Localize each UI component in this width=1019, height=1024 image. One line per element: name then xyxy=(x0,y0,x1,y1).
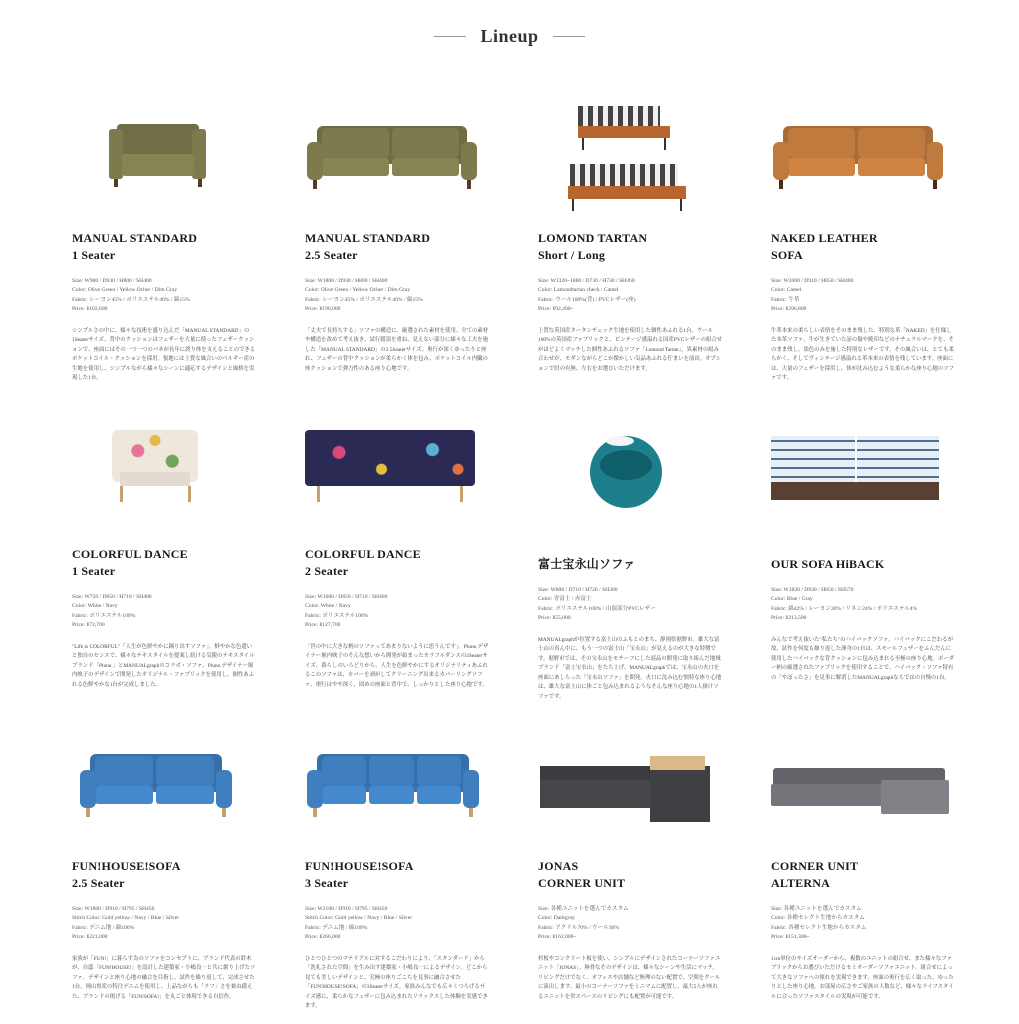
spec-fabric: Fabric: 牛革 xyxy=(771,296,800,303)
sofa-image xyxy=(538,94,723,226)
product-variant: 1 Seater xyxy=(72,564,116,578)
spec-fabric: Fabric: ポリエステル100% xyxy=(305,612,369,619)
spec-size: Size: W2100 / D910 / H795 / SH450 xyxy=(305,906,388,912)
product-card[interactable] xyxy=(305,94,490,374)
product-specs xyxy=(305,593,490,631)
spec-color: Color: 青富士 / 赤富士 xyxy=(538,596,592,603)
spec-size: Size: 各種ユニットを選んでカスタム xyxy=(771,906,862,912)
product-variant: 1 Seater xyxy=(72,248,116,262)
product-description: 1cm単位のサイズオーダーから、複数のユニットの組合せ、また様々なファブリックからお選びいただけるセミオーダーソファユニット。組合せによって大きなソファへの憧れを実現できます。座面の奥行を広く取った、ゆったりとした座り心地。お部屋の広さやご家族の人数など、様々なライフスタイルに合ったソファスタイルの実現が可能です。 xyxy=(771,955,954,1000)
spec-color: Color: Olive Green / Yellow Ocher / Dim Gray xyxy=(305,287,411,294)
product-specs xyxy=(538,905,723,943)
product-name: COLORFUL DANCE xyxy=(305,547,421,561)
product-title xyxy=(305,230,490,264)
spec-color: Color: White / Navy xyxy=(72,603,118,610)
spec-color: Color: Lamondtartan check / Camel xyxy=(538,287,619,294)
spec-price: Price: ¥221,000 xyxy=(72,934,108,941)
spec-fabric: Fabric: デニム地 / 綿100% xyxy=(305,924,368,931)
spec-fabric: Fabric: 各種セレクト生地からカスタム xyxy=(771,924,867,931)
spec-color: Color: Blue / Gray xyxy=(771,596,813,603)
spec-fabric: Fabric: 綿42% / レーヨン30% / リネン24% / ポリエステル4% xyxy=(771,605,918,612)
product-specs xyxy=(538,586,723,624)
product-name: JONAS xyxy=(538,859,579,873)
divider-left xyxy=(434,36,466,37)
sofa-image xyxy=(771,722,956,854)
spec-color: Color: Olive Green / Yellow Ocher / Dim Gray xyxy=(72,287,178,294)
product-description: ひとつひとつのマテリアルに対するこだわりにより、「スタンダード」から「洗礼された空間」を生み出す建築家・小嶋良一によるデザイン。どこから見ても美しいデザインと、究極の座りごこちを見事に融合させた「FUN!HOUSE!SOFA」の3Seaterサイズ。家族みんなでも広々くつろげるサイズ感に、柔らかなフェザーに包み込まれたリラックスした体験を実感できます。 xyxy=(305,955,488,1010)
product-title xyxy=(538,230,723,264)
sofa-image xyxy=(538,410,723,542)
product-card[interactable] xyxy=(771,722,956,1002)
product-specs xyxy=(305,277,490,315)
spec-price: Price: ¥127,700 xyxy=(305,622,341,629)
spec-size: Size: W1320~1880 / D730 / H730 / SH360 xyxy=(538,278,635,284)
product-specs xyxy=(72,905,257,943)
product-title xyxy=(72,230,257,264)
spec-size: Size: W900 / D930 / H800 / SH400 xyxy=(72,278,152,284)
sofa-image xyxy=(771,94,956,226)
spec-price: Price: ¥92,200~ xyxy=(538,306,574,313)
product-card[interactable] xyxy=(538,94,723,374)
product-name: FUN!HOUSE!SOFA xyxy=(305,859,414,873)
product-specs xyxy=(72,277,257,315)
spec-price: Price: ¥213,500 xyxy=(771,615,807,622)
product-specs xyxy=(771,586,956,624)
product-name: OUR SOFA HiBACK xyxy=(771,557,885,571)
spec-size: Size: W1820 / D930 / H850 / SH570 xyxy=(771,587,854,593)
product-specs xyxy=(538,277,723,315)
product-description: みんなで考え抜いた"私たち"のハイバックソファ。ハイバックにこだわるが故、試作を何度も繰り返した渾身の1台は、スモールフェザーをふんだんに使用したハイバックな背クッションに包み込まれる至極の座り心地。ボーダー柄の厳選されたファブリックを使用することで、ハイバック・ソファ特有の「やぼったさ」を見事に解消したMANUALgraphならではの自慢の1台。 xyxy=(771,636,955,681)
product-variant: CORNER UNIT xyxy=(538,876,626,890)
spec-fabric: Fabric: レーヨン45% / ポリエステル40% / 綿15% xyxy=(305,296,423,303)
product-image[interactable] xyxy=(538,94,723,226)
spec-price: Price: ¥266,000 xyxy=(305,934,341,941)
sofa-image xyxy=(305,94,490,226)
product-image[interactable] xyxy=(72,410,257,542)
product-image[interactable] xyxy=(538,722,723,854)
product-card[interactable] xyxy=(538,410,723,702)
product-name: LOMOND TARTAN xyxy=(538,231,648,245)
spec-size: Size: 各種ユニットを選んでカスタム xyxy=(538,906,629,912)
product-image[interactable] xyxy=(538,410,723,542)
product-title xyxy=(305,858,490,892)
product-description: 「世の中に大きな柄のソファってあまりないように思うんです」。Plune.デザイナー堀内映子のそんな想いから開発が始まったカラフルダンスの2Seaterサイズ。暮らしのいろどりから、人生を色鮮やかにするオリジナリティあふれるこのソファは、カバーを剥がしてクリーニング出来るカバーリングソファ。奥行はやや深く、固めの座面と背中で、しっかりとした座り心地です。 xyxy=(305,643,489,688)
product-card[interactable] xyxy=(771,94,956,384)
product-description: MANUALgraphが位置する富士山のふもとのまち、静岡県裾野市。雄大な富士山の真ん中に、もう一つの富士山「宝永山」が見えるのが大きな特徴です。裾野市では、その宝永山をモチーフにした商品の開発に取り組んだ地域ブランド「富士宝永山」をたち上げ、MANUALgraphでは、宝永山の火口を座面にあしらった「宝永山ソファ」を開発。火口に沈み込む独特な座り心地は、雄大な富士山に体ごと包み込まれるようなそんな座り心地の1人掛けソファです。 xyxy=(538,636,722,700)
product-variant: SOFA xyxy=(771,248,803,262)
product-image[interactable] xyxy=(771,94,956,226)
sofa-image xyxy=(72,410,257,542)
spec-size: Size: W1800 / D910 / H795 / SH450 xyxy=(72,906,155,912)
spec-fabric: Fabric: アクリル70% / ウール30% xyxy=(538,924,619,931)
spec-size: Size: W750 / D650 / H710 / SH400 xyxy=(72,594,152,600)
spec-price: Price: ¥102,600 xyxy=(72,306,108,313)
sofa-image xyxy=(72,722,257,854)
product-description: シンプルさの中に、様々な技術を盛り込んだ「MANUAL STANDARD」の1Seaterサイズ。背中のクッションはフェザーを大量に使ったフェザークッションで、座面にはその一つ一つのバネが長年に渡り体を支えることのできるポケットコイル・クッションを採用。張地には上質な風合いのベルギー産の生地を使用し、シンプルながら様々なシーンに適応するデザインと風格を実現した1台。 xyxy=(72,327,256,382)
product-image[interactable] xyxy=(305,94,490,226)
product-title xyxy=(771,556,956,573)
product-specs xyxy=(771,905,956,943)
spec-color: Stitch Color: Gold yellow / Navy / Blue / Silver xyxy=(305,915,413,922)
product-name: COLORFUL DANCE xyxy=(72,547,188,561)
product-title xyxy=(538,858,723,892)
product-title xyxy=(72,546,257,580)
spec-size: Size: W1600 / D650 / H710 / SH400 xyxy=(305,594,388,600)
product-description: 牛革本来の柔らしい表情をそのまま残した、特別な革「NAKED」を仕様した本革ソファ。牛が生きていた証の傷や焼印などのナチュラルマークを、そのまま残し、染色のみを施した特別なレザーです。その風合いは、とても柔らかく、そしてヴィンテージ感溢れる革本来の表情を残しています。座面には、大量のフェザーを採用し、体が沈み込むような柔らかな座り心地のソファです。 xyxy=(771,327,954,382)
spec-color: Color: 各種セレクト生地からカスタム xyxy=(771,915,865,922)
sofa-image xyxy=(305,722,490,854)
spec-price: Price: ¥296,800 xyxy=(771,306,807,313)
product-variant: 2 Seater xyxy=(305,564,349,578)
product-card[interactable] xyxy=(538,722,723,1002)
product-name: FUN!HOUSE!SOFA xyxy=(72,859,181,873)
spec-fabric: Fabric: ウール100%(背) / PVCレザー(座) xyxy=(538,296,636,303)
spec-fabric: Fabric: ポリエステル100% / 山頂部分PVCレザー xyxy=(538,605,656,612)
sofa-image xyxy=(305,410,490,542)
product-name: MANUAL STANDARD xyxy=(72,231,198,245)
spec-price: Price: ¥55,000 xyxy=(538,615,571,622)
spec-color: Color: White / Navy xyxy=(305,603,351,610)
product-specs xyxy=(771,277,956,315)
product-name: NAKED LEATHER xyxy=(771,231,878,245)
product-variant: ALTERNA xyxy=(771,876,830,890)
product-image[interactable] xyxy=(72,94,257,226)
spec-size: Size: W2000 / D910 / H850 / SH400 xyxy=(771,278,854,284)
product-card[interactable] xyxy=(72,722,257,1002)
product-card[interactable] xyxy=(72,410,257,690)
product-title xyxy=(72,858,257,892)
product-image[interactable] xyxy=(72,722,257,854)
spec-color: Color: Camel xyxy=(771,287,802,294)
product-name: CORNER UNIT xyxy=(771,859,859,873)
product-card[interactable] xyxy=(305,410,490,690)
spec-color: Color: Darkgray xyxy=(538,915,575,922)
spec-price: Price: ¥162,000~ xyxy=(538,934,577,941)
divider-right xyxy=(553,36,585,37)
product-image[interactable] xyxy=(305,722,490,854)
product-variant: 2.5 Seater xyxy=(305,248,358,262)
product-description: 「丈夫で長持ちする」ソファの構造に、厳選された素材を使用。全ての素材や構造を改めて考え抜き、試行錯誤を重ね、見えない部分に様々な工夫を施した「MANUAL STANDARD」の2.5Seaterサイズ。奥行が深くゆったりと座れ、フェザーの背中クッションが柔らかく体を包み、ポケットコイル内臓の座クッションで弾力性のある座り心地です。 xyxy=(305,327,489,372)
spec-size: Size: W1800 / D930 / H800 / SH400 xyxy=(305,278,388,284)
product-description: 杉板やコンクリート板を使い、シンプルにデザインされたコーナーソファユニット「JONAS」。無骨なそのデザインは、様々なシーンや生活にマッチ。リビングだけでなく、オフィスや店舗など無理のない配置で、空間をクールに演出します。最小のコーナーソファをミニマムに配置し、最大5人が座れるユニットを省スペースのリビングにも配置が可能です。 xyxy=(538,955,721,1000)
spec-price: Price: ¥151,300~ xyxy=(771,934,810,941)
sofa-image xyxy=(72,94,257,226)
product-image[interactable] xyxy=(771,410,956,542)
product-specs xyxy=(305,905,490,943)
spec-fabric: Fabric: デニム地 / 綿100% xyxy=(72,924,135,931)
product-description: 家族が「FUN!」に暮らす為のソファをコンセプトに、ブランド代表の鈴木が、自邸「FUN!HOUSE!」を設計した建築家・小嶋良一と共に創り上げたソファ。デザインと座り心地の融合を目指し、試作を繰り返して、完成させた1台。岡山県産の特注デニムを使用し、上品ながらも「ラフ」さを兼ね備えた、ブランドの掲げる「FUN!SOFA!」を丸ごと体現できる自信作。 xyxy=(72,955,256,1000)
spec-price: Price: ¥190,000 xyxy=(305,306,341,313)
product-image[interactable] xyxy=(305,410,490,542)
product-title xyxy=(305,546,490,580)
product-card[interactable] xyxy=(72,94,257,384)
product-variant: Short / Long xyxy=(538,248,606,262)
spec-fabric: Fabric: ポリエステル100% xyxy=(72,612,136,619)
product-variant: 2.5 Seater xyxy=(72,876,125,890)
spec-color: Stitch Color: Gold yellow / Navy / Blue / Silver xyxy=(72,915,180,922)
product-description: 上質な英国産タータンチェック生地を使用した個性あふれる1台。ウール100%の英国産ファブリックと、ビンテージ感溢れる国産PVCレザーの組合せがほどよくマッチした個性あふれるソファ「Lomond Tartan」。異素材の組み合わせが、モダンながらどこか懐かしい気品あふれる佇まいを演出。オプションで肘の有無、左右をお選びいただけます。 xyxy=(538,327,723,372)
spec-size: Size: W800 / D710 / H720 / SH380 xyxy=(538,587,618,593)
product-description: "Life is COLORFUL"「人生が色鮮やかに踊り出すソファ」。鮮やかな色遣いと独自のセンスで、様々なテキスタイルを提案し続ける気鋭のテキスタイルブランド「Plune.」とMANUALgraphのコラボ・ソファ。Plune.デザイナー堀内映子のデザインで開発したオリジナル・ファブリックを使用し、個性あふれる色鮮やかな1台が完成しました。 xyxy=(72,643,255,688)
product-title xyxy=(538,556,723,573)
product-card[interactable] xyxy=(771,410,956,683)
product-card[interactable] xyxy=(305,722,490,1012)
sofa-image xyxy=(771,410,956,542)
product-name: 富士宝永山ソファ xyxy=(538,557,636,571)
sofa-image xyxy=(538,722,723,854)
product-variant: 3 Seater xyxy=(305,876,349,890)
spec-fabric: Fabric: レーヨン45% / ポリエステル40% / 綿15% xyxy=(72,296,190,303)
product-image[interactable] xyxy=(771,722,956,854)
section-title: Lineup xyxy=(480,26,539,46)
product-specs xyxy=(72,593,257,631)
spec-price: Price: ¥73,700 xyxy=(72,622,105,629)
product-title xyxy=(771,230,956,264)
product-name: MANUAL STANDARD xyxy=(305,231,431,245)
section-header xyxy=(0,26,1019,47)
product-title xyxy=(771,858,956,892)
